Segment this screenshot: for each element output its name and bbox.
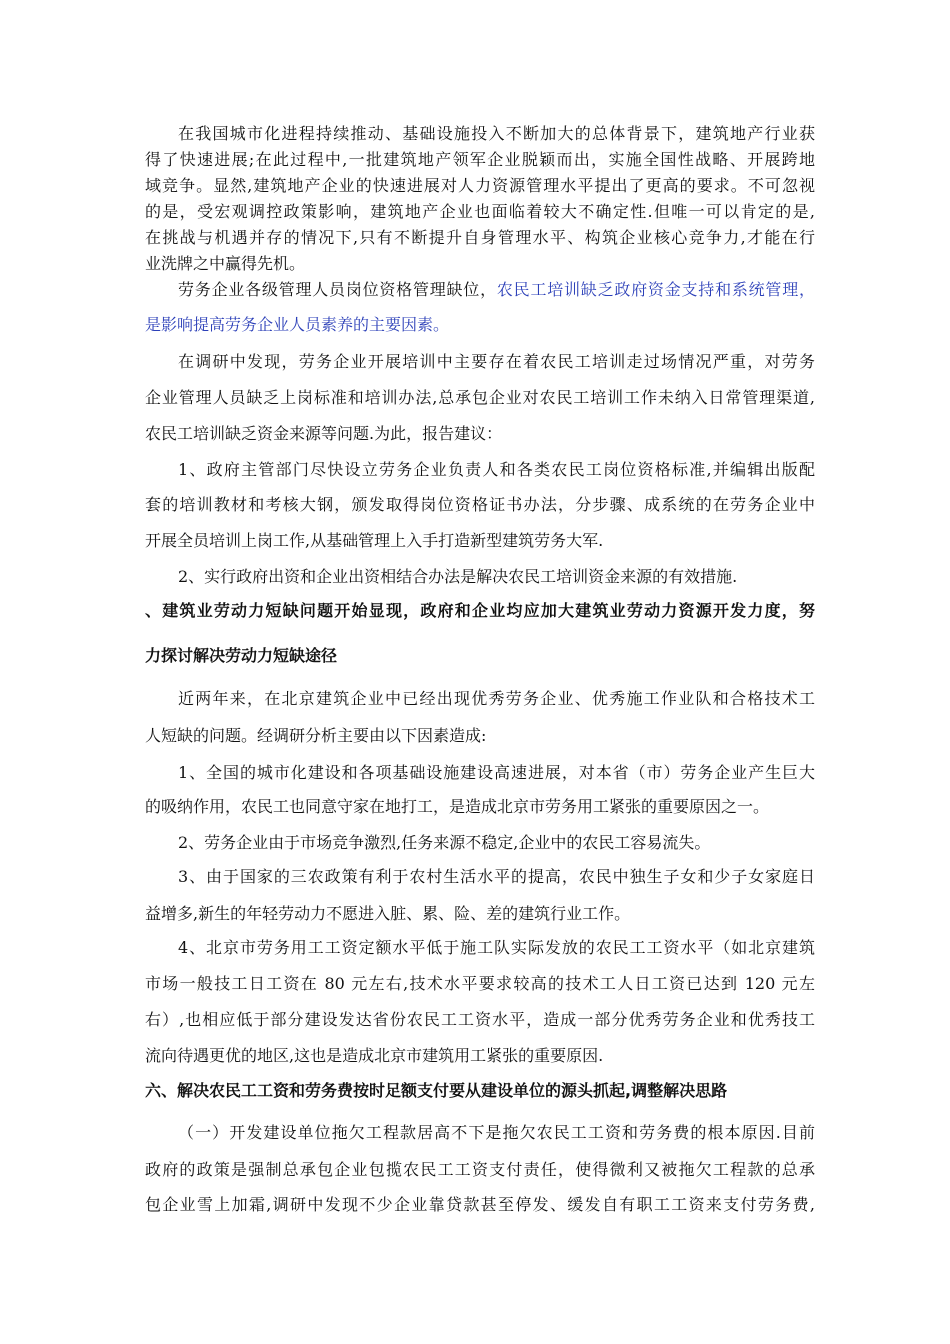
highlighted-text: 农民工培训缺乏政府资金支持和系统管理， [496, 280, 815, 299]
list-item-line: 开展全员培训上岗工作,从基础管理上入手打造新型建筑劳务大军. [145, 531, 604, 550]
paragraph-line [178, 280, 815, 300]
paragraph-line: 政府的政策是强制总承包企业包揽农民工工资支付责任，使得微利又被拖欠工程款的总承 [145, 1160, 815, 1179]
section-heading: 、建筑业劳动力短缺问题开始显现，政府和企业均应加大建筑业劳动力资源开发力度，努 [145, 601, 815, 620]
paragraph-line: 的是，受宏观调控政策影响，建筑地产企业也面临着较大不确定性.但唯一可以肯定的是, [145, 202, 815, 221]
list-item-line: 益增多,新生的年轻劳动力不愿进入脏、累、险、差的建筑行业工作。 [145, 904, 631, 923]
paragraph-line: 在挑战与机遇并存的情况下,只有不断提升自身管理水平、构筑企业核心竞争力,才能在行 [145, 228, 815, 247]
paragraph-line: 在调研中发现，劳务企业开展培训中主要存在着农民工培训走过场情况严重，对劳务 [178, 352, 815, 371]
paragraph-line: 农民工培训缺乏资金来源等问题.为此，报告建议： [145, 424, 503, 443]
paragraph-line: 域竞争。显然,建筑地产企业的快速进展对人力资源管理水平提出了更高的要求。不可忽视 [145, 176, 815, 195]
paragraph-line: （一）开发建设单位拖欠工程款居高不下是拖欠农民工工资和劳务费的根本原因.目前 [178, 1123, 815, 1142]
list-item-line: 流向待遇更优的地区,这也是造成北京市建筑用工紧张的重要原因. [145, 1046, 604, 1065]
paragraph-line: 得了快速进展;在此过程中,一批建筑地产领军企业脱颖而出，实施全国性战略、开展跨地 [145, 150, 815, 169]
list-item-line: 右）,也相应低于部分建设发达省份农民工工资水平，造成一部分优秀劳务企业和优秀技工 [145, 1010, 815, 1029]
list-item-line: 3、由于国家的三农政策有利于农村生活水平的提高，农民中独生子女和少子女家庭日 [178, 867, 815, 886]
list-item-line: 套的培训教材和考核大钢，颁发取得岗位资格证书办法，分步骤、成系统的在劳务企业中 [145, 495, 815, 514]
list-item-line: 2、劳务企业由于市场竞争激烈,任务来源不稳定,企业中的农民工容易流失。 [178, 833, 711, 852]
paragraph-line: 业洗牌之中赢得先机。 [145, 254, 306, 273]
section-heading: 力探讨解决劳动力短缺途径 [145, 646, 338, 665]
list-item-line: 的吸纳作用，农民工也同意守家在地打工，是造成北京市劳务用工紧张的重要原因之一。 [145, 797, 770, 816]
paragraph-line: 近两年来，在北京建筑企业中已经出现优秀劳务企业、优秀施工作业队和合格技术工 [178, 689, 815, 708]
paragraph-line: 在我国城市化进程持续推动、基础设施投入不断加大的总体背景下，建筑地产行业获 [178, 124, 815, 143]
paragraph-line: 人短缺的问题。经调研分析主要由以下因素造成: [145, 726, 487, 745]
text-span: 劳务企业各级管理人员岗位资格管理缺位， [178, 280, 497, 299]
list-item-line: 市场一般技工日工资在 80 元左右,技术水平要求较高的技术工人日工资已达到 120 元左 [145, 974, 815, 993]
list-item-line: 1、政府主管部门尽快设立劳务企业负责人和各类农民工岗位资格标准,并编辑出版配 [178, 460, 815, 479]
paragraph-line: 包企业雪上加霜,调研中发现不少企业靠贷款甚至停发、缓发自有职工工资来支付劳务费, [145, 1195, 815, 1214]
section-heading: 六、解决农民工工资和劳务费按时足额支付要从建设单位的源头抓起,调整解决思路 [145, 1081, 728, 1100]
paragraph-line: 企业管理人员缺乏上岗标准和培训办法,总承包企业对农民工培训工作未纳入日常管理渠道, [145, 388, 815, 407]
list-item-line: 1、全国的城市化建设和各项基础设施建设高速进展，对本省（市）劳务企业产生巨大 [178, 763, 815, 782]
list-item-line: 2、实行政府出资和企业出资相结合办法是解决农民工培训资金来源的有效措施. [178, 567, 738, 586]
list-item-line: 4、北京市劳务用工工资定额水平低于施工队实际发放的农民工工资水平（如北京建筑 [178, 938, 815, 957]
highlighted-text: 是影响提高劳务企业人员素养的主要因素。 [145, 315, 450, 334]
